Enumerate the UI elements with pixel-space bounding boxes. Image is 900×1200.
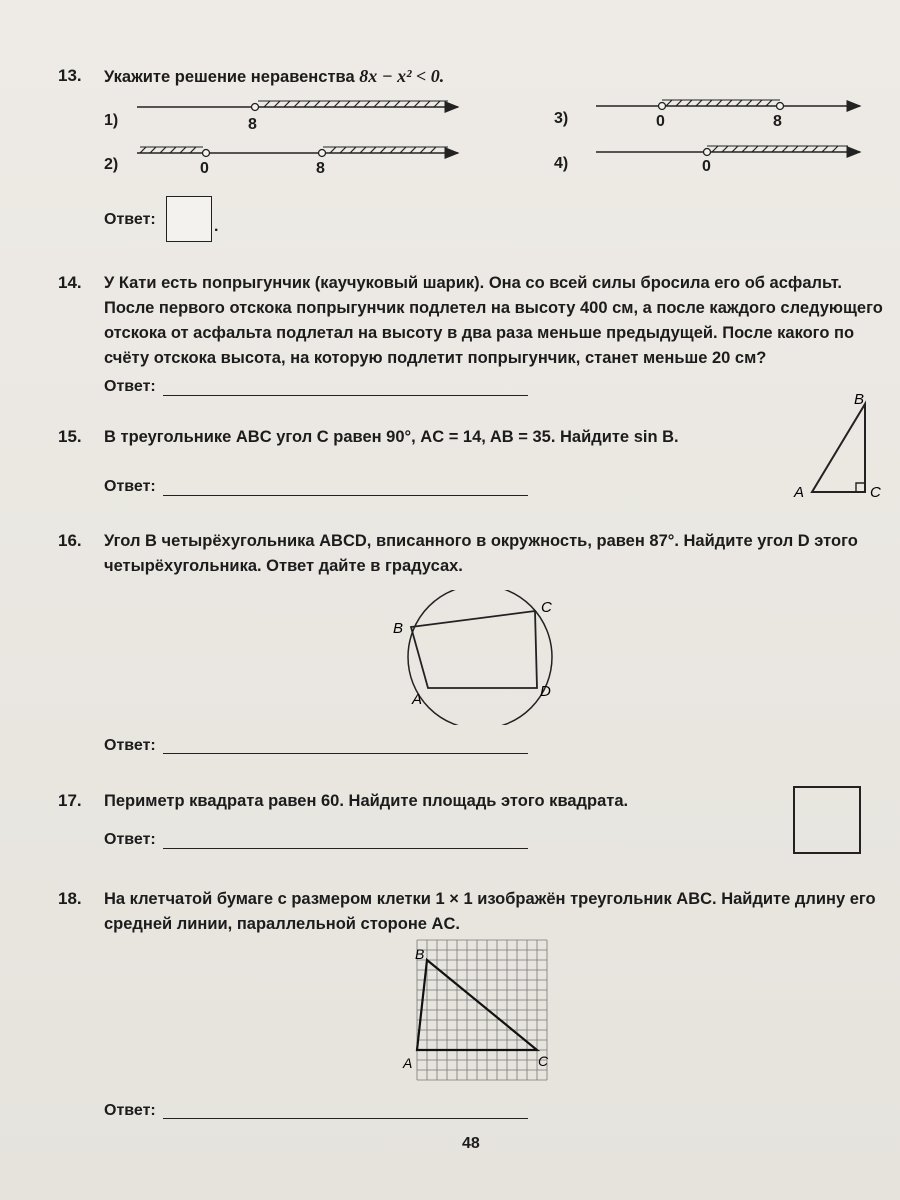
task-15-text: В треугольнике ABC угол C равен 90°, AC = 14, AB = 35. Найдите sin B. — [104, 428, 679, 446]
option-3-tick-0: 0 — [656, 113, 665, 130]
task-17-text: Периметр квадрата равен 60. Найдите площадь этого квадрата. — [104, 792, 629, 810]
option-3-tick-8: 8 — [773, 113, 782, 130]
task-16-number: 16. — [58, 531, 82, 550]
page-number: 48 — [462, 1135, 480, 1152]
option-2-tick-0: 0 — [200, 160, 209, 177]
task-14-answer-line[interactable] — [163, 395, 528, 396]
task-13-answer-dot: . — [214, 218, 219, 235]
option-1-tick-8: 8 — [248, 116, 257, 133]
grid-vertex-a: A — [403, 1055, 413, 1071]
task-13-answer-box[interactable] — [166, 196, 212, 242]
option-2-line — [137, 147, 458, 157]
task-16-answer-line[interactable] — [163, 753, 528, 754]
task-18-answer-line[interactable] — [163, 1118, 528, 1119]
task-18-grid-triangle-figure — [385, 935, 565, 1085]
task-13-formula: 8x − x² < 0. — [359, 66, 445, 86]
triangle-vertex-b: B — [854, 391, 865, 408]
task-15-number: 15. — [58, 427, 82, 446]
task-14-text: У Кати есть попрыгунчик (каучуковый шарик). Она со всей силы бросила его об асфальт. После первого отскока попрыгунчик подлетел на высоту 400 см, а после каждого следующего отскока от асфальта подлетал на высоту в два раза меньше предыдущей. После какого по счёту отскока высота, на которую подлетит попрыгунчик, станет меньше 20 см? — [104, 274, 883, 367]
grid-vertex-b: B — [415, 946, 425, 962]
task-16-inscribed-quadrilateral-figure — [385, 590, 575, 725]
task-15-answer-line[interactable] — [163, 495, 528, 496]
task-16-text: Угол B четырёхугольника ABCD, вписанного в окружность, равен 87°. Найдите угол D этого четырёхугольника. Ответ дайте в градусах. — [104, 532, 858, 575]
triangle-vertex-a: A — [794, 484, 805, 501]
quad-vertex-d: D — [540, 683, 551, 700]
grid-vertex-c: C — [538, 1053, 549, 1069]
triangle-vertex-c: C — [870, 484, 881, 501]
task-17-number: 17. — [58, 791, 82, 810]
quad-vertex-c: C — [541, 599, 552, 616]
grid-paper — [417, 940, 547, 1080]
option-1-line — [137, 101, 458, 111]
task-15-triangle-figure — [790, 388, 890, 508]
task-14-answer-label: Ответ: — [104, 378, 156, 395]
task-17-square-figure — [793, 786, 861, 854]
task-18-answer-label: Ответ: — [104, 1102, 156, 1119]
task-13-question: Укажите решение неравенства — [104, 68, 355, 86]
option-4-label[interactable]: 4) — [554, 155, 569, 172]
task-14-number: 14. — [58, 273, 82, 292]
quad-vertex-a: A — [412, 691, 423, 708]
task-15-answer-label: Ответ: — [104, 478, 156, 495]
task-17-answer-label: Ответ: — [104, 831, 156, 848]
option-2-tick-8: 8 — [316, 160, 325, 177]
option-4-line — [596, 146, 860, 156]
option-1-label[interactable]: 1) — [104, 112, 119, 129]
task-17-answer-line[interactable] — [163, 848, 528, 849]
task-18-number: 18. — [58, 889, 82, 908]
option-4-tick-0: 0 — [702, 158, 711, 175]
task-18-text: На клетчатой бумаге с размером клетки 1 × 1 изображён треугольник ABC. Найдите длину его средней линии, параллельной стороне AC. — [104, 890, 876, 933]
option-2-label[interactable]: 2) — [104, 156, 119, 173]
task-16-answer-label: Ответ: — [104, 737, 156, 754]
task-13-answer-label: Ответ: — [104, 211, 156, 228]
task-13-number: 13. — [58, 66, 82, 85]
quad-vertex-b: B — [393, 620, 404, 637]
option-3-line — [596, 100, 860, 110]
option-3-label[interactable]: 3) — [554, 110, 569, 127]
